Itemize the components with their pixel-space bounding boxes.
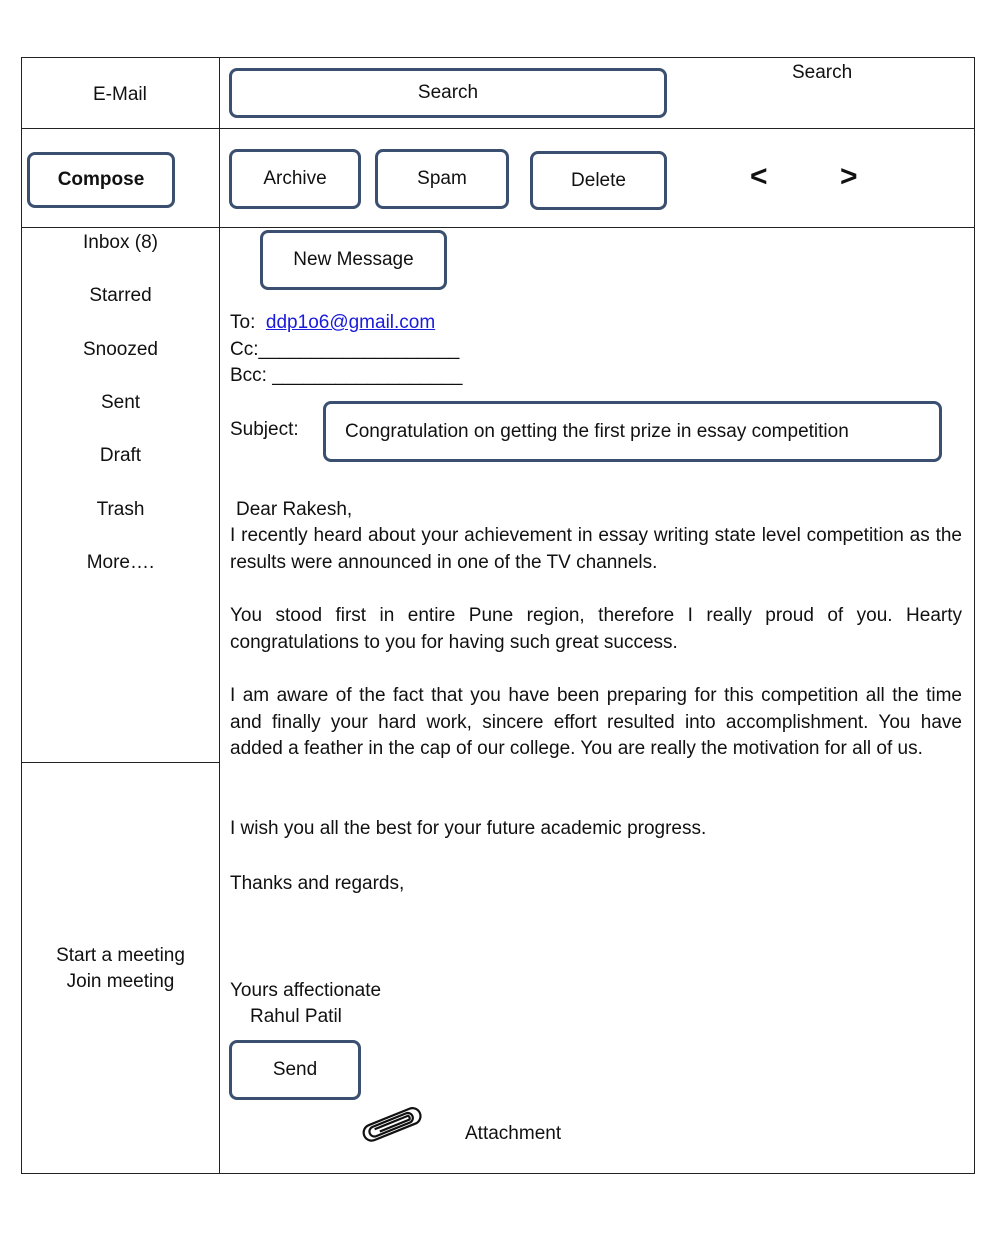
column-divider — [219, 57, 220, 1174]
sidebar-item-sent[interactable]: Sent — [100, 392, 141, 413]
sidebar-item-snoozed[interactable]: Snoozed — [82, 339, 158, 360]
paperclip-icon[interactable] — [356, 1106, 430, 1142]
to-label: To: — [230, 312, 256, 333]
recipient-email-link[interactable]: ddp1o6@gmail.com — [265, 312, 436, 333]
paragraph-2: You stood first in entire Pune region, therefore I really proud of you. Hearty congratulations to you for having such great success. — [230, 605, 962, 653]
spam-button[interactable]: Spam — [375, 149, 509, 209]
sidebar-item-trash[interactable]: Trash — [96, 499, 145, 520]
subject-label: Subject: — [230, 419, 299, 440]
attachment-label[interactable]: Attachment — [465, 1123, 562, 1144]
send-button[interactable]: Send — [229, 1040, 361, 1100]
toolbar-divider — [21, 227, 975, 228]
paragraph-1: I recently heard about your achievement in essay writing state level competition as the results were announced in one of the TV channels. — [230, 525, 962, 573]
start-meeting-link[interactable]: Start a meeting — [56, 945, 185, 966]
bcc-field[interactable]: Bcc: __________________ — [230, 365, 463, 386]
paragraph-3: I am aware of the fact that you have been preparing for this competition all the time and finally your hard work, sincere effort resulted into accomplishment. You have added a feather in the cap of our college. You are really the motivation for all of us. — [230, 685, 962, 759]
previous-icon[interactable]: < — [750, 160, 768, 193]
header-divider — [21, 128, 975, 129]
sidebar-item-starred[interactable]: Starred — [89, 285, 152, 306]
sidebar-item-more[interactable]: More…. — [86, 552, 155, 573]
join-meeting-link[interactable]: Join meeting — [66, 971, 175, 992]
paragraph-4: I wish you all the best for your future academic progress. — [230, 818, 707, 839]
next-icon[interactable]: > — [840, 160, 858, 193]
sidebar-item-draft[interactable]: Draft — [99, 445, 142, 466]
closing: Thanks and regards, — [230, 873, 405, 894]
paperclip-icon-svg — [356, 1106, 430, 1142]
compose-button[interactable]: Compose — [27, 152, 175, 208]
sender-name: Rahul Patil — [250, 1006, 342, 1027]
subject-input[interactable] — [323, 401, 942, 462]
delete-button[interactable]: Delete — [530, 151, 667, 210]
sidebar-item-inbox[interactable]: Inbox (8) — [83, 232, 158, 253]
greeting: Dear Rakesh, — [236, 499, 353, 520]
archive-button[interactable]: Archive — [229, 149, 361, 209]
search-button[interactable]: Search — [229, 68, 667, 118]
app-title: E-Mail — [93, 84, 147, 105]
to-field — [230, 312, 435, 334]
subject-value: Congratulation on getting the first prize in essay competition — [345, 420, 849, 442]
cc-field[interactable]: Cc:___________________ — [230, 339, 460, 360]
search-label: Search — [792, 62, 853, 83]
new-message-button[interactable]: New Message — [260, 230, 447, 290]
sidebar-divider — [21, 762, 219, 763]
sign-off: Yours affectionate — [230, 980, 382, 1001]
